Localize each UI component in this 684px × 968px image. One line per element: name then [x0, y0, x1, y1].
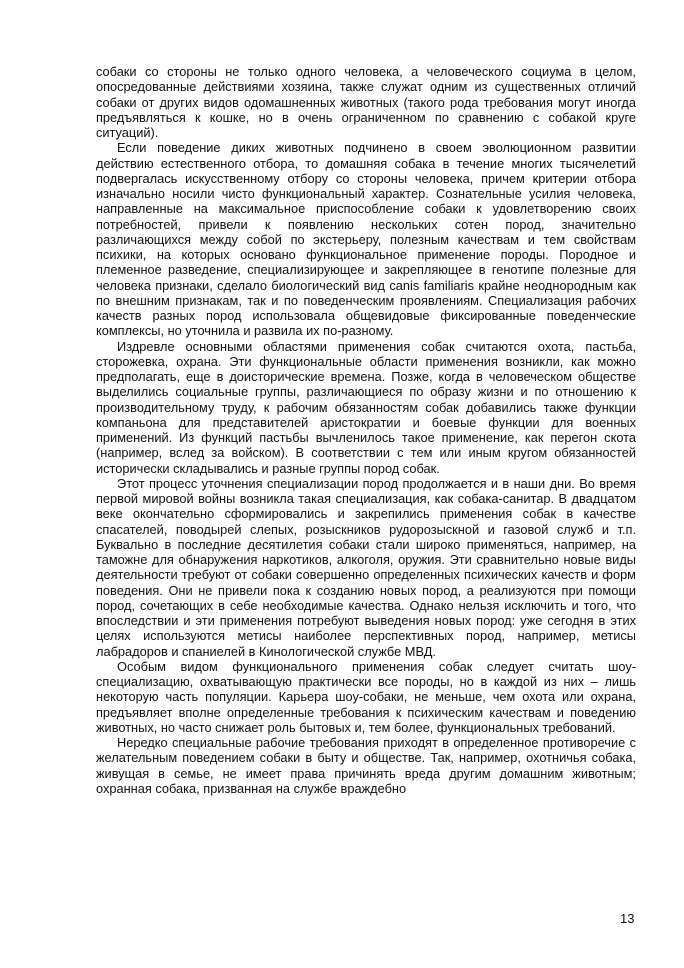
page-number: 13: [620, 911, 635, 926]
paragraph-1: собаки со стороны не только одного человека, а человеческого социума в целом, опосредованные действиями хозяина, также служат одним из существенных отличий собаки от других видов одомашненных животных (такого рода требования могут иногда предъявляться к кошке, но в очень ограниченном по сравнению с собакой круге ситуаций).: [96, 64, 636, 140]
paragraph-4: Этот процесс уточнения специализации пород продолжается и в наши дни. Во время первой мировой войны возникла такая специализация, как собака-санитар. В двадцатом веке окончательно сформировались и закрепились применения собак в качестве спасателей, поводырей слепых, розыскников рудорозыскной и газовой служб и т.п. Буквально в последние десятилетия собаки стали широко применяться, например, на таможне для обнаружения наркотиков, алкоголя, оружия. Эти сравнительно новые виды деятельности требуют от собаки совершенно определенных психических качеств и форм поведения. Они не привели пока к созданию новых пород, а реализуются при помощи пород, сочетающих в себе необходимые качества. Однако нельзя исключить и того, что впоследствии и эти применения потребуют выведения новых пород: уже сегодня в этих целях используются метисы наиболее перспективных пород, например, метисы лабрадоров и спаниелей в Кинологической службе МВД.: [96, 475, 636, 659]
paragraph-3: Издревле основными областями применения собак считаются охота, пастьба, сторожевка, охрана. Эти функциональные области применения возникли, как можно предполагать, еще в доисторические времена. Позже, когда в человеческом обществе выделились социальные группы, различающиеся по образу жизни и по отношению к производительному труду, к рабочим обязанностям собак добавились также функции компаньона для представителей аристократии и боевые функции для военных применений. Из функций пастьбы вычленилось такое применение, как перегон скота (например, вслед за войском). В соответствии с тем или иным кругом обязанностей исторически складывались и разные группы пород собак.: [96, 338, 636, 476]
paragraph-2: Если поведение диких животных подчинено в своем эволюционном развитии действию естественного отбора, то домашняя собака в течение многих тысячелетий подвергалась искусственному отбору со стороны человека, причем критерии отбора изначально носили чисто функциональный характер. Сознательные усилия человека, направленные на максимальное приспособление собаки к удовлетворению своих потребностей, привели к появлению нескольких сотен пород, значительно различающихся между собой по экстерьеру, полезным качествам и тем свойствам психики, на которых основано функциональное применение породы. Породное и племенное разведение, специализирующее и закрепляющее в генотипе полезные для человека признаки, сделало биологический вид canis familiaris крайне неоднородным как по внешним признакам, так и по поведенческим проявлениям. Специализация рабочих качеств разных пород использовала общевидовые фиксированные поведенческие комплексы, но уточнила и развила их по-разному.: [96, 140, 636, 339]
paragraph-5: Особым видом функционального применения собак следует считать шоу-специализацию, охватывающую практически все породы, но в каждой из них – лишь некоторую часть популяции. Карьера шоу-собаки, не меньше, чем охота или охрана, предъявляет вполне определенные требования к психическим качествам и поведению животных, но часто снижает роль бытовых и, тем более, функциональных требований.: [96, 658, 636, 735]
paragraph-6: Нередко специальные рабочие требования приходят в определенное противоречие с желательным поведением собаки в быту и обществе. Так, например, охотничья собака, живущая в семье, не имеет права причинять вреда другим домашним животным; охранная собака, призванная на службе враждебно: [96, 735, 636, 796]
document-body: [96, 64, 636, 796]
